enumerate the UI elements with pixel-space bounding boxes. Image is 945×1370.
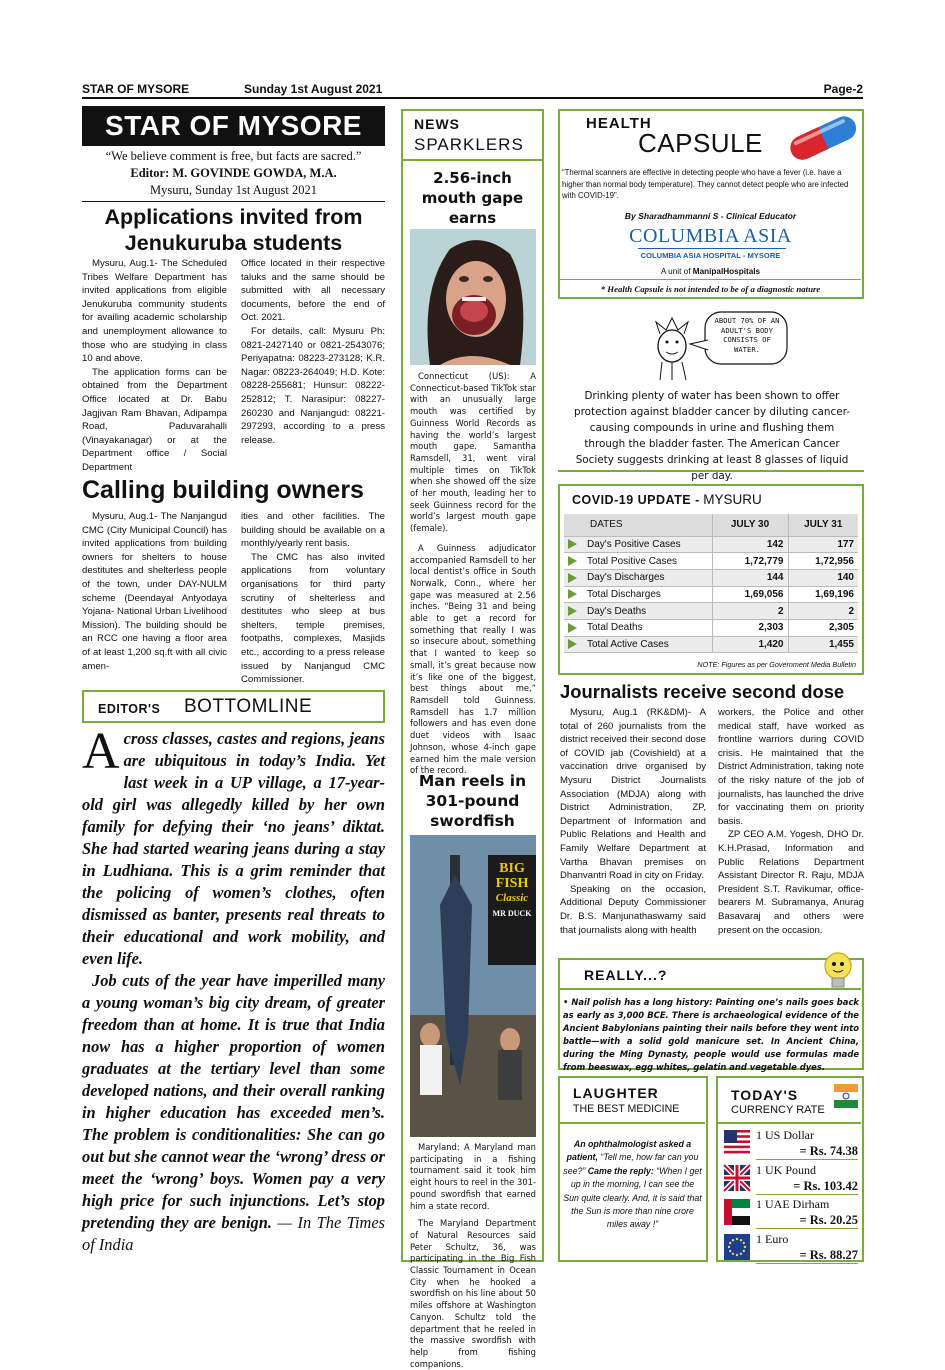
masthead-title: STAR OF MYSORE xyxy=(82,106,385,146)
covid-col-header: DATES xyxy=(564,514,712,536)
columbia-asia-subtitle: COLUMBIA ASIA HOSPITAL - MYSORE xyxy=(640,251,781,260)
covid-row xyxy=(564,569,858,586)
photo-sign-text: FISH xyxy=(495,876,529,891)
us-flag-icon xyxy=(724,1130,750,1156)
article2-col2 xyxy=(241,510,385,687)
currency-divider xyxy=(756,1194,858,1195)
bottomline-source: — In The Times of India xyxy=(82,1213,385,1254)
article1-paragraph: The application forms can be obtained from the Department Office located at Dr. Babu Jagjivan Ram Bhavan, Adipampa Road, Paduvarahalli (Vinayakanagar) or at the Department office / Social Department xyxy=(82,366,227,473)
covid-label-bold: COVID-19 UPDATE - xyxy=(572,493,700,507)
story1-headline: 2.56-inch mouth gape earns xyxy=(421,169,524,227)
photo-sign xyxy=(490,861,534,921)
health-disclaimer: * Health Capsule is not intended to be of a diagnostic nature xyxy=(600,284,821,294)
currency-name: 1 US Dollar xyxy=(756,1128,814,1142)
joke-question: “Tell me, how far can you see?” xyxy=(563,1152,699,1176)
article1-col2 xyxy=(241,257,385,447)
covid-row-label-cell xyxy=(564,603,712,620)
article1-paragraph: Mysuru, Aug.1- The Scheduled Tribes Welfare Department has invited applications from eligible Jenukuruba community students for availing academic scholarship and unemployment allowance to those who are studying in class 10 and above. xyxy=(82,258,227,365)
covid-row-label: Day's Positive Cases xyxy=(587,538,681,550)
photo-sign-text: Classic xyxy=(495,892,529,904)
header-paper-name: STAR OF MYSORE xyxy=(82,82,190,96)
currency-name: 1 Euro xyxy=(756,1231,789,1246)
health-unit xyxy=(560,267,861,276)
bottomline-label-bold: EDITOR'S xyxy=(98,702,161,716)
masthead-editor: Editor: M. GOVINDE GOWDA, M.A. xyxy=(130,166,337,180)
joke-answer-lead: Came the reply: xyxy=(587,1165,654,1176)
journalists-paragraph: ZP CEO A.M. Yogesh, DHO Dr. K.H.Prasad, Information and Public Relations Department Assistant Director R. Raju, MDJA President S.T. Ravikumar, office-bearers M. Subramanya, Anurag Basavaraj and others were present on the occasion. xyxy=(718,829,864,936)
joke xyxy=(563,1138,702,1232)
water-fact: Drinking plenty of water has been shown to offer protection against bladder cancer by diluting cancer-causing compounds in urine and flushing them through the bladder faster. The American Cancer Society suggests drinking at least 8 glasses of liquid per day. xyxy=(574,390,850,482)
covid-value-jul31: 140 xyxy=(788,569,858,586)
covid-note: NOTE: Figures as per Government Media Bulletin xyxy=(697,660,856,669)
currency-value: = Rs. 74.38 xyxy=(799,1144,858,1158)
covid-value-jul30: 1,72,779 xyxy=(712,553,788,570)
laughter-label-bold: LAUGHTER xyxy=(573,1085,659,1101)
health-unit-text: A unit of xyxy=(660,267,691,276)
covid-row-label: Total Deaths xyxy=(587,622,643,634)
covid-row xyxy=(564,586,858,603)
joke-answer: “When I get up in the morning, I can see the Sun quite clearly. And, it is said that the Sun is more than nine crore miles away !” xyxy=(563,1165,702,1230)
currency-heading xyxy=(718,1078,861,1124)
arrow-right-icon xyxy=(568,589,577,599)
bottomline-dropcap: A xyxy=(82,723,120,780)
story2-body xyxy=(410,1142,536,1370)
article2-paragraph: ities and other facilities. The building should be available on a monthly/yearly rent basis. xyxy=(241,511,385,550)
article2-col1 xyxy=(82,510,227,673)
article1-headline xyxy=(82,204,385,256)
journalists-paragraph: Speaking on the occasion, Additional Deputy Commissioner Dr. B.S. Manjunathaswamy said that journalists along with health xyxy=(560,883,706,936)
covid-value-jul30: 1,69,056 xyxy=(712,586,788,603)
covid-row-label: Total Positive Cases xyxy=(587,555,678,567)
bullet-icon: • xyxy=(563,997,572,1007)
header-page-number: Page-2 xyxy=(823,82,863,96)
health-label-bold: HEALTH xyxy=(586,115,652,132)
covid-value-jul30: 2 xyxy=(712,603,788,620)
covid-row-label: Total Active Cases xyxy=(587,638,669,650)
sparklers-heading xyxy=(403,111,542,161)
sparklers-label-bold: NEWS xyxy=(414,116,460,132)
laughter-box xyxy=(558,1076,708,1262)
journalists-paragraph: workers, the Police and other medical staff, have worked as frontline warriors during COVID crisis. He maintained that the District Administration, taking note of the risky nature of the job of journalists, has launched the drive for vaccinating them on priority basis. xyxy=(718,707,864,827)
story1-paragraph: A Guinness adjudicator accompanied Ramsdell to her local dentist’s office in South Norwalk, Conn., where her gape was measured at 2.56 inches. “Being 31 and being able to get a record for something that really I was so insecure about, something that I wanted to keep so small, it’s great because now it’s like one of the biggest, best things about me,” Ramsdell told Guinness. Ramsdell has 1.7 million followers and has even done duet videos with Isaac Johnson, whose 4-inch gape earned him the male version of the record. xyxy=(410,542,536,776)
really-text: Nail polish has a long history: Painting one’s nails goes back as early as 3,000 BCE. There is archaeological evidence of the Ancient Babylonians painting their nails before they went into battle—with a solid gold manicure set. In Ancient China, during the Ming Dynasty, people would use formulas made from beeswax, egg whites, gelatin and vegetable dyes. xyxy=(563,997,859,1072)
article1-paragraph: Office located in their respective taluks and the same should be submitted with all necessary documents, before the end of Oct. 2021. xyxy=(241,258,385,324)
covid-value-jul30: 144 xyxy=(712,569,788,586)
really-box xyxy=(558,958,864,1070)
logo-divider xyxy=(638,248,786,249)
cartoon-caption: ABOUT 70% OF AN ADULT'S BODY CONSISTS OF WATER. xyxy=(714,316,780,354)
article2-paragraph: Mysuru, Aug.1- The Nanjangud CMC (City Municipal Council) has invited applications from building owners for shelters to house destitutes and shelterless people of the town, under DAY-NULM scheme (Deendayal Antyodaya Yojana- National Urban Livelihood Mission). The building should be an RCC one having a floor area of at least 1,200 sq.ft with all civic amen- xyxy=(82,511,227,672)
story1-paragraph: Connecticut (US): A Connecticut-based TikTok star with an unusually large mouth was certified by Guinness World Records as having the world’s largest mouth gape. Samantha Ramsdell, 31, went viral multiple times on TikTok when she showed off the size of her mouth, leading her to seek Guinness record for the world’s largest mouth gape (female). xyxy=(410,371,536,534)
currency-name: 1 UK Pound xyxy=(756,1162,817,1177)
currency-value: = Rs. 103.42 xyxy=(793,1178,858,1193)
health-unit-brand: ManipalHospitals xyxy=(692,267,761,276)
eu-flag-icon xyxy=(724,1234,750,1260)
covid-value-jul31: 1,69,196 xyxy=(788,586,858,603)
covid-row-label-cell xyxy=(564,553,712,570)
story2-photo xyxy=(410,835,536,1137)
lightbulb-icon xyxy=(816,948,860,992)
covid-row-label-cell xyxy=(564,569,712,586)
masthead-divider xyxy=(82,201,385,202)
covid-value-jul30: 142 xyxy=(712,536,788,553)
covid-row-label: Day's Discharges xyxy=(587,572,665,584)
capsule-icon xyxy=(780,113,862,163)
news-sparklers-column xyxy=(401,109,544,1369)
currency-value: = Rs. 20.25 xyxy=(799,1213,858,1227)
arrow-right-icon xyxy=(568,573,577,583)
journalists-headline: Journalists receive second dose xyxy=(560,681,845,702)
covid-col-header: JULY 31 xyxy=(788,514,858,536)
arrow-right-icon xyxy=(568,623,577,633)
bottomline-paragraph: Job cuts of the year have imperilled many a young woman’s big city dream, of greater freedom than at home. It is true that India now has a higher proportion of women graduates at the tertiary level than some developed nations, and their overall ranking in higher education has exceeded men’s. The problem is conditionalities: She can go out but she cannot wear the ‘wrong’ dress or meet the ‘wrong’ boys. Women pay a very high price for such injunctions. Let’s stop pretending they are benign. xyxy=(82,971,385,1232)
covid-row-label: Day's Deaths xyxy=(587,605,647,617)
currency-value: = Rs. 88.27 xyxy=(799,1247,858,1262)
health-divider xyxy=(560,279,861,280)
really-fact xyxy=(563,996,859,1074)
covid-row xyxy=(564,553,858,570)
header-date: Sunday 1st August 2021 xyxy=(244,82,383,96)
currency-label-bold: TODAY'S xyxy=(731,1087,799,1103)
covid-value-jul31: 1,455 xyxy=(788,636,858,653)
article1-headline-line1: Applications invited from xyxy=(104,205,363,229)
health-label-light: CAPSULE xyxy=(638,128,763,158)
laughter-label-light: THE BEST MEDICINE xyxy=(573,1103,680,1115)
story1-photo xyxy=(410,229,536,365)
bottomline-heading-box xyxy=(82,690,385,723)
covid-table xyxy=(564,514,858,653)
arrow-right-icon xyxy=(568,606,577,616)
currency-box xyxy=(716,1076,864,1262)
currency-divider xyxy=(756,1228,858,1229)
health-quote: “Thermal scanners are effective in detecting people who have a fever (i.e. have a higher than normal body temperature). They cannot detect people who are infected with COVID-19”. xyxy=(562,168,849,200)
health-byline: By Sharadhammanni S - Clinical Educator xyxy=(624,211,797,221)
arrow-right-icon xyxy=(568,639,577,649)
laughter-heading xyxy=(560,1078,705,1124)
covid-row xyxy=(564,619,858,636)
covid-row-label-cell xyxy=(564,636,712,653)
bottomline-paragraph: cross classes, castes and regions, jeans are ubiquitous in today’s India. Yet last week in a UP village, a 17-year-old girl was allegedly killed by her own family for defying their ‘no jeans’ diktat. She had started wearing jeans during a stay in Ludhiana. This is a grim reminder that the policing of women’s clothes, often dismissed as banter, presents real threats to their educational and work mobility, and even life. xyxy=(82,729,385,968)
covid-row xyxy=(564,603,858,620)
covid-col-header: JULY 30 xyxy=(712,514,788,536)
covid-row xyxy=(564,536,858,553)
photo-sign-text: MR DUCK xyxy=(492,909,532,918)
article2-paragraph: The CMC has also invited applications from voluntary organisations for third party scrutiny of shelterless and destitutes who sleep at bus shelters, temple premises, footpaths, complexes, Masjids etc., according to a press release issued by Nanjangud CMC Commissioner. xyxy=(241,551,385,686)
photo-sign-text: BIG xyxy=(499,861,525,876)
article1-headline-line2: Jenukuruba students xyxy=(124,231,343,255)
article1-col1 xyxy=(82,257,227,475)
covid-value-jul31: 2 xyxy=(788,603,858,620)
sparklers-label-light: SPARKLERS xyxy=(414,135,524,154)
covid-label-light: MYSURU xyxy=(703,492,762,507)
covid-heading xyxy=(572,492,762,507)
covid-row-label-cell xyxy=(564,619,712,636)
journalists-col1 xyxy=(560,706,706,937)
journalists-col2 xyxy=(718,706,864,937)
columbia-asia-logo: COLUMBIA ASIA xyxy=(629,225,792,247)
covid-value-jul31: 1,72,956 xyxy=(788,553,858,570)
uae-flag-icon xyxy=(724,1199,750,1225)
journalists-paragraph: Mysuru, Aug.1 (RK&DM)- A total of 260 journalists from the district received their second dose of COVID jab (Covishield) at a vaccination drive organised by Mysuru District Journalists Association (MDJA) along with District Administration, ZP, Department of Information and Public Relations and Health and Family Welfare Department at Vartha Bhavan premises on Dhanvantri Road in city on Friday. xyxy=(560,707,706,882)
covid-update-box xyxy=(558,484,864,675)
bottomline-label-light: BOTTOMLINE xyxy=(184,696,313,717)
masthead-dateline: Mysuru, Sunday 1st August 2021 xyxy=(149,183,318,197)
covid-row-label-cell xyxy=(564,586,712,603)
india-flag-icon xyxy=(834,1084,858,1108)
currency-divider xyxy=(756,1263,858,1264)
currency-label-light: CURRENCY RATE xyxy=(731,1104,825,1116)
covid-row xyxy=(564,636,858,653)
water-cartoon xyxy=(650,310,790,382)
covid-value-jul30: 2,303 xyxy=(712,619,788,636)
covid-value-jul30: 1,420 xyxy=(712,636,788,653)
covid-row-label: Total Discharges xyxy=(587,588,661,600)
article1-paragraph: For details, call: Mysuru Ph: 0821-2427140 or 0821-2543076; Periyapatna: 08223-273128; K.R. Nagar: 08223-264049; H.D. Kote: 08228-255681; Hunsur: 08222-252812; T. Narasipur: 08227-260230 and Nanjangud: 08221-297293, according to a press release. xyxy=(241,325,385,446)
bottomline-editorial xyxy=(82,723,385,1256)
currency-name: 1 UAE Dirham xyxy=(756,1197,830,1211)
currency-divider xyxy=(756,1159,858,1160)
story2-headline: Man reels in 301-pound swordfish xyxy=(418,772,527,830)
covid-value-jul31: 2,305 xyxy=(788,619,858,636)
covid-header-row xyxy=(564,514,858,536)
masthead-block xyxy=(82,148,385,199)
uk-flag-icon xyxy=(724,1165,750,1191)
masthead-motto: “We believe comment is free, but facts are sacred.” xyxy=(105,149,362,163)
covid-value-jul31: 177 xyxy=(788,536,858,553)
story2-paragraph: Maryland: A Maryland man participating in a fishing tournament said it took him eight hours to reel in the 301-pound swordfish that earned him a state record. xyxy=(410,1142,536,1211)
story1-body xyxy=(410,371,536,777)
story2-paragraph: The Maryland Department of Natural Resources said Peter Schultz, 36, was participating in the Big Fish Classic Tournament in Ocean City when he hooked a swordfish on his line about 50 miles offshore at Washington Canyon. Schultz told the department that he reeled in the massive swordfish with help from fishing companions. xyxy=(410,1218,536,1369)
page-header-bar xyxy=(82,80,863,99)
arrow-right-icon xyxy=(568,556,577,566)
covid-row-label-cell xyxy=(564,536,712,553)
arrow-right-icon xyxy=(568,539,577,549)
health-capsule-box xyxy=(558,109,864,299)
health-bottom-rule xyxy=(558,470,864,472)
really-label: REALLY...? xyxy=(584,967,668,983)
article2-headline: Calling building owners xyxy=(82,476,364,504)
joke-question-lead: An ophthalmologist asked a patient, xyxy=(566,1139,692,1163)
